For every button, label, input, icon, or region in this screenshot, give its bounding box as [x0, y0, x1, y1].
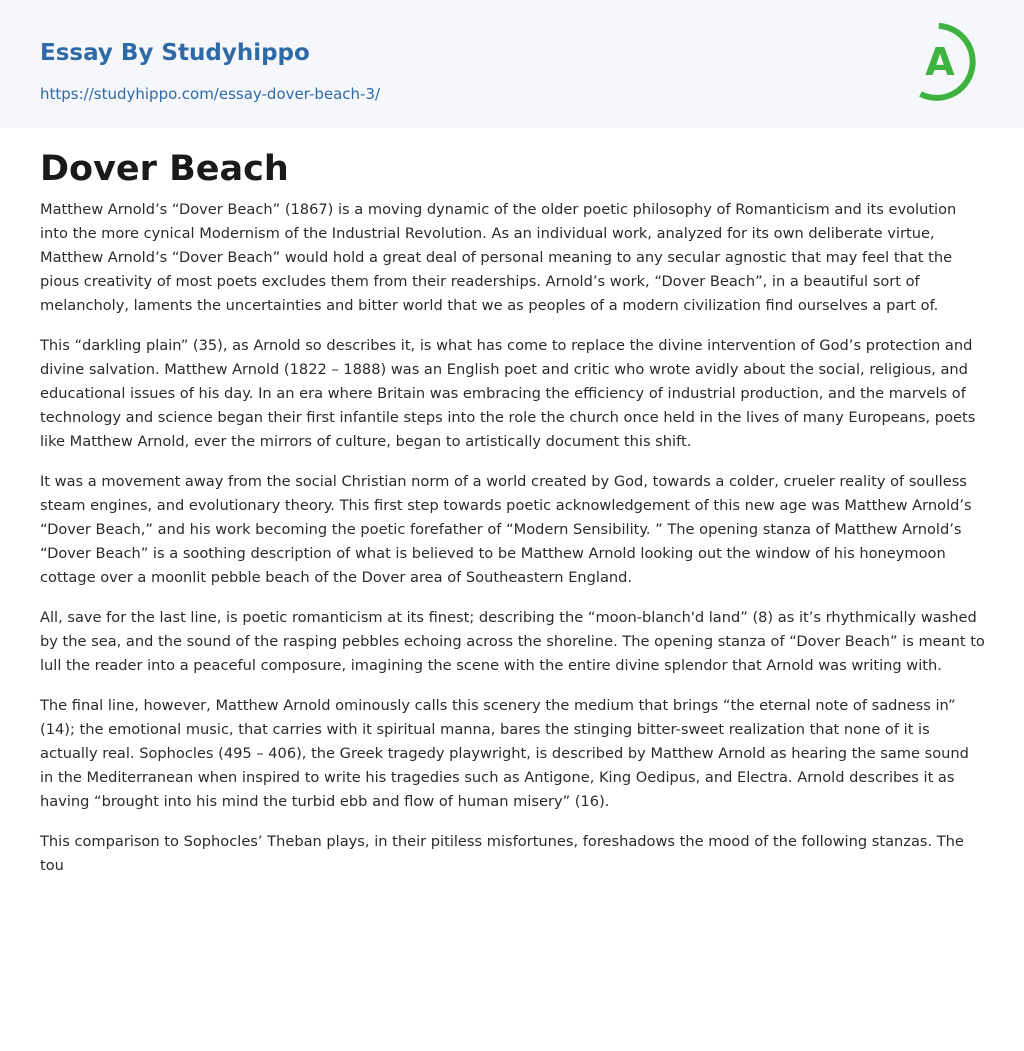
article-paragraph: This comparison to Sophocles’ Theban plays, in their pitiless misfortunes, foreshadows the mood of the following stanzas. The tou	[40, 833, 964, 874]
article-paragraph: The final line, however, Matthew Arnold ominously calls this scenery the medium that brings “the eternal note of sadness in” (14); the emotional music, that carries with it spiritual manna, bares the stinging bitter-sweet realization that none of it is actually real. Sophocles (495 – 406), the Greek tragedy playwright, is described by Matthew Arnold as hearing the same sound in the Mediterranean when inspired to write his tragedies such as Antigone, King Oedipus, and Electra. Arnold describes it as having “brought into his mind the turbid ebb and flow of human misery” (16).	[40, 697, 969, 810]
logo-letter: A	[925, 40, 955, 84]
site-header	[0, 0, 1024, 128]
article-paragraph: It was a movement away from the social Christian norm of a world created by God, towards a colder, crueler reality of soulless steam engines, and evolutionary theory. This first step towards poetic acknowledgement of this new age was Matthew Arnold’s “Dover Beach,” and his work becoming the poetic forefather of “Modern Sensibility. ” The opening stanza of Matthew Arnold’s “Dover Beach” is a soothing description of what is believed to be Matthew Arnold looking out the window of his honeymoon cottage over a moonlit pebble beach of the Dover area of Southeastern England.	[40, 473, 972, 586]
brand-title[interactable]: Essay By Studyhippo	[40, 40, 310, 66]
article-paragraph: Matthew Arnold’s “Dover Beach” (1867) is a moving dynamic of the older poetic philosophy of Romanticism and its evolution into the more cynical Modernism of the Industrial Revolution. As an individual work, analyzed for its own deliberate virtue, Matthew Arnold’s “Dover Beach” would hold a great deal of personal meaning to any secular agnostic that may feel that the pious creativity of most poets excludes them from their readerships. Arnold’s work, “Dover Beach”, in a beautiful sort of melancholy, laments the uncertainties and bitter world that we as peoples of a modern civilization find ourselves a part of.	[40, 201, 957, 314]
studyhippo-logo-icon[interactable]	[906, 18, 986, 106]
page-title: Dover Beach	[40, 149, 289, 189]
essay-url-link[interactable]: https://studyhippo.com/essay-dover-beach-3/	[40, 85, 381, 103]
article	[0, 128, 1024, 878]
article-paragraph: All, save for the last line, is poetic romanticism at its finest; describing the “moon-blanch'd land” (8) as it’s rhythmically washed by the sea, and the sound of the rasping pebbles echoing across the shoreline. The opening stanza of “Dover Beach” is meant to lull the reader into a peaceful composure, imagining the scene with the entire divine splendor that Arnold was writing with.	[40, 609, 985, 674]
article-paragraph: This “darkling plain” (35), as Arnold so describes it, is what has come to replace the divine intervention of God’s protection and divine salvation. Matthew Arnold (1822 – 1888) was an English poet and critic who wrote avidly about the social, religious, and educational issues of his day. In an era where Britain was embracing the efficiency of industrial production, and the marvels of technology and science began their first infantile steps into the role the church once held in the lives of many Europeans, poets like Matthew Arnold, ever the mirrors of culture, began to artistically document this shift.	[40, 337, 976, 450]
